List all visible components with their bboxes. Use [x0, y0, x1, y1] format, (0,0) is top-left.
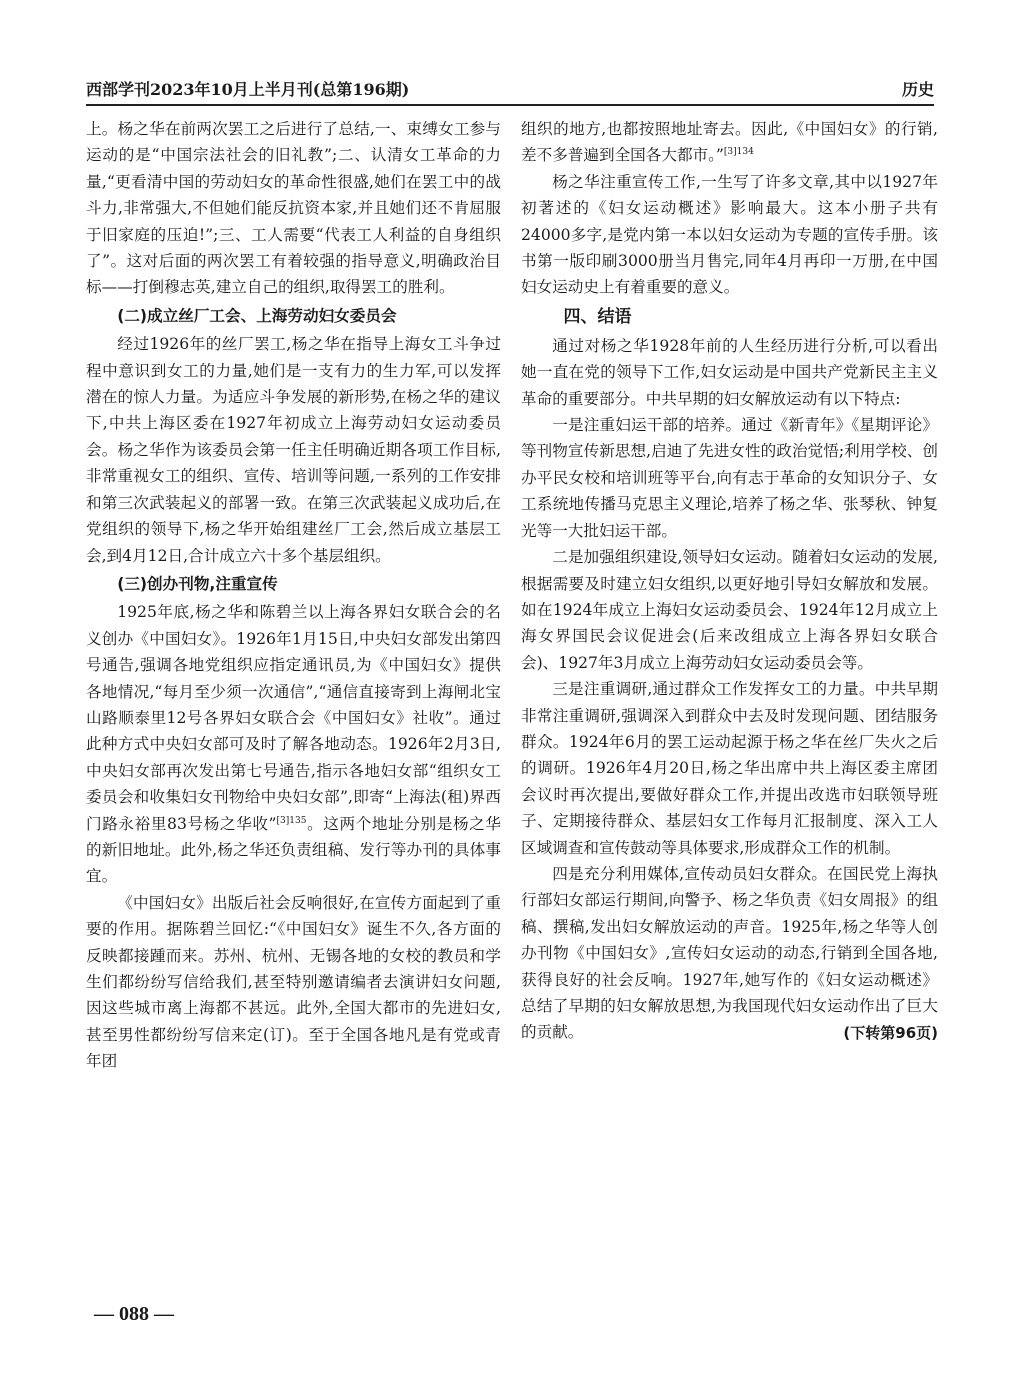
paragraph-text: 组织的地方,也都按照地址寄去。因此,《中国妇女》的行销,差不多普遍到全国各大都市。” [521, 120, 938, 165]
paragraph: 二是加强组织建设,领导妇女运动。随着妇女运动的发展,根据需要及时建立妇女组织,以更好地引导妇女解放和发展。如在1924年成立上海妇女运动委员会、1924年12月成立上海女界国民会议促进会(后来改组成立上海各界妇女联合会)、1927年3月成立上海劳动妇女运动委员会等。 [521, 548, 938, 672]
paragraph: 《中国妇女》出版后社会反响很好,在宣传方面起到了重要的作用。据陈碧兰回忆:“《中国妇女》诞生不久,各方面的反映都接踵而来。苏州、杭州、无锡各地的女校的教员和学生们都纷纷写信给我们,甚至特别邀请编者去演讲妇女问题,因这些城市离上海都不甚远。此外,全国大都市的先进妇女,甚至男性都纷纷写信来定(订)。至于全国各地凡是有党或青年团 [86, 893, 501, 1071]
paragraph: 上。杨之华在前两次罢工之后进行了总结,一、束缚女工参与运动的是“中国宗法社会的旧礼教”;二、认清女工革命的力量,“更看清中国的劳动妇女的革命性很盛,她们在罢工中的战斗力,非常强大,不但她们能反抗资本家,并且她们还不肯屈服于旧家庭的压迫!”;三、工人需要“代表工人利益的自身组织了”。这对后面的两次罢工有着较强的指导意义,明确政治目标——打倒穆志英,建立自己的组织,取得罢工的胜利。 [86, 120, 501, 297]
paragraph [86, 599, 501, 889]
paragraph: 通过对杨之华1928年前的人生经历进行分析,可以看出她一直在党的领导下工作,妇女运动是中国共产党新民主主义革命的重要部分。中共早期的妇女解放运动有以下特点: [521, 336, 938, 408]
journal-title: 西部学刊2023年10月上半月刊(总第196期) [86, 80, 410, 99]
paragraph [521, 116, 938, 169]
section-label: 历史 [901, 80, 934, 99]
page-number: — 088 — [94, 1303, 174, 1325]
citation-ref: [3]135 [276, 815, 307, 826]
citation-ref: [3]134 [723, 147, 754, 158]
paragraph-text: 1925年底,杨之华和陈碧兰以上海各界妇女联合会的名义创办《中国妇女》。1926年1月15日,中央妇女部发出第四号通告,强调各地党组织应指定通讯员,为《中国妇女》提供各地情况,“每月至少须一次通信”,“通信直接寄到上海闸北宝山路顺泰里12号各界妇女联合会《中国妇女》社收”。通过此种方式中央妇女部可及时了解各地动态。1926年2月3日,中央妇女部再次发出第七号通告,指示各地妇女部“组织女工委员会和收集妇女刊物给中央妇女部”,即寄“上海法(租)界西门路永裕里83号杨之华收” [86, 603, 502, 833]
paragraph: 经过1926年的丝厂罢工,杨之华在指导上海女工斗争过程中意识到女工的力量,她们是一支有力的生力军,可以发挥潜在的惊人力量。为适应斗争发展的新形势,在杨之华的建议下,中共上海区委在1927年初成立上海劳动妇女运动委员会。杨之华作为该委员会第一任主任明确近期各项工作目标,非常重视女工的组织、宣传、培训等问题,一系列的工作安排和第三次武装起义的部署一致。在第三次武装起义成功后,在党组织的领导下,杨之华开始组建丝厂工会,然后成立基层工会,到4月12日,合计成立六十多个基层组织。 [86, 335, 501, 565]
paragraph-text: 。这两个地址分别是杨之华的新旧地址。此外,杨之华还负责组稿、发行等办刊的具体事宜。 [86, 814, 501, 886]
section-heading: (三)创办刊物,注重宣传 [117, 574, 278, 593]
section-heading: 四、结语 [563, 306, 632, 327]
paragraph: 杨之华注重宣传工作,一生写了许多文章,其中以1927年初著述的《妇女运动概述》影响最大。这本小册子共有24000多字,是党内第一本以妇女运动为专题的宣传手册。该书第一版印刷3000册当月售完,同年4月再印一万册,在中国妇女运动史上有着重要的意义。 [521, 172, 938, 297]
running-header [86, 70, 934, 106]
paragraph: 三是注重调研,通过群众工作发挥女工的力量。中共早期非常注重调研,强调深入到群众中去及时发现问题、团结服务群众。1924年6月的罢工运动起源于杨之华在丝厂失火之后的调研。1926年4月20日,杨之华出席中共上海区委主席团会议时再次提出,要做好群众工作,并提出改选市妇联领导班子、定期接待群众、基层妇女工作每月汇报制度、深入工人区域调查和宣传鼓动等具体要求,形成群众工作的机制。 [521, 680, 938, 857]
paragraph: 一是注重妇运干部的培养。通过《新青年》《星期评论》等刊物宣传新思想,启迪了先进女性的政治觉悟;利用学校、创办平民女校和培训班等平台,向有志于革命的女知识分子、女工系统地传播马克思主义理论,培养了杨之华、张琴秋、钟复光等一大批妇运干部。 [521, 416, 938, 540]
section-heading: (二)成立丝厂工会、上海劳动妇女委员会 [117, 306, 397, 325]
left-column [86, 116, 501, 1075]
paragraph: 四是充分利用媒体,宣传动员妇女群众。在国民党上海执行部妇女部运行期间,向警予、杨之华负责《妇女周报》的组稿、撰稿,发出妇女解放运动的声音。1925年,杨之华等人创办刊物《中国妇女》,宣传妇女运动的动态,行销到全国各地,获得良好的社会反响。1927年,她写作的《妇女运动概述》总结了早期的妇女解放思想,为我国现代妇女运动作出了巨大的贡献。 [521, 864, 938, 1042]
right-column [521, 116, 938, 1046]
continuation-note: (下转第96页) [843, 1023, 938, 1042]
